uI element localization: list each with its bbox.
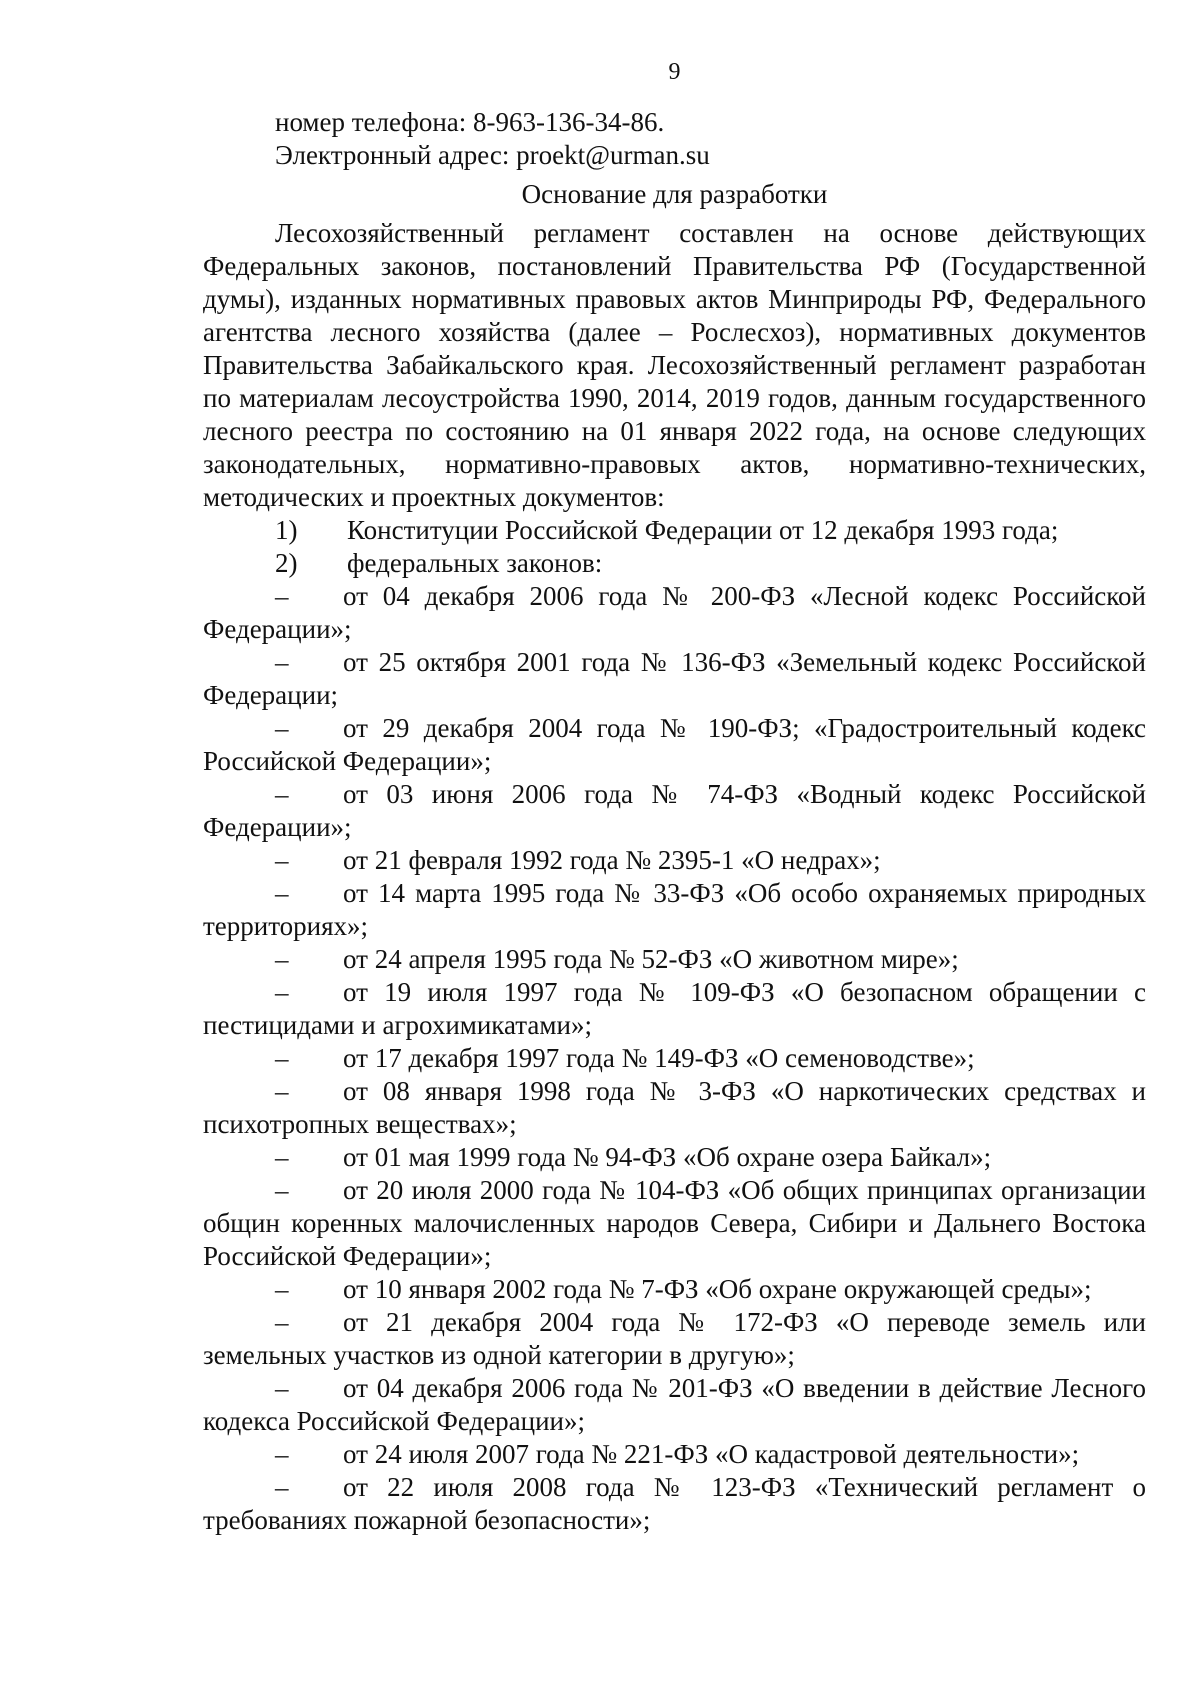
law-text: от 10 января 2002 года № 7-ФЗ «Об охране окружающей среды»; (343, 1274, 1092, 1304)
dash-bullet: – (275, 977, 289, 1007)
law-text: от 21 февраля 1992 года № 2395-1 «О недрах»; (343, 845, 881, 875)
contact-email: Электронный адрес: proekt@urman.su (275, 140, 710, 170)
contact-phone: номер телефона: 8-963-136-34-86. (275, 107, 665, 137)
laws-list (203, 580, 1146, 1537)
law-list-item (203, 976, 1146, 1042)
law-list-item (203, 1273, 1146, 1306)
law-list-item (203, 1306, 1146, 1372)
dash-bullet: – (275, 944, 289, 974)
law-list-item (203, 1471, 1146, 1537)
dash-bullet: – (275, 1076, 289, 1106)
law-text: от 14 марта 1995 года № 33-ФЗ «Об особо охраняемых природных территориях»; (203, 878, 1146, 941)
law-text: от 01 мая 1999 года № 94-ФЗ «Об охране озера Байкал»; (343, 1142, 992, 1172)
numbered-item (203, 514, 1146, 547)
law-text: от 20 июля 2000 года № 104-ФЗ «Об общих принципах организации общин коренных малочисленных народов Севера, Сибири и Дальнего Востока Российской Федерации»; (203, 1175, 1146, 1271)
dash-bullet: – (275, 647, 289, 677)
numbered-list (203, 514, 1146, 580)
dash-bullet: – (275, 1175, 289, 1205)
law-list-item (203, 844, 1146, 877)
law-text: от 24 июля 2007 года № 221-ФЗ «О кадастровой деятельности»; (343, 1439, 1080, 1469)
item-text: Конституции Российской Федерации от 12 декабря 1993 года; (347, 515, 1059, 545)
item-text: федеральных законов: (347, 548, 603, 578)
dash-bullet: – (275, 779, 289, 809)
dash-bullet: – (275, 1043, 289, 1073)
law-text: от 22 июля 2008 года № 123-ФЗ «Технический регламент о требованиях пожарной безопасности»; (203, 1472, 1146, 1535)
dash-bullet: – (275, 1142, 289, 1172)
dash-bullet: – (275, 1307, 289, 1337)
dash-bullet: – (275, 1373, 289, 1403)
law-text: от 19 июля 1997 года № 109-ФЗ «О безопасном обращении с пестицидами и агрохимикатами»; (203, 977, 1146, 1040)
law-text: от 03 июня 2006 года № 74-ФЗ «Водный кодекс Российской Федерации»; (203, 779, 1146, 842)
law-list-item (203, 1075, 1146, 1141)
law-text: от 17 декабря 1997 года № 149-ФЗ «О семеноводстве»; (343, 1043, 975, 1073)
law-list-item (203, 646, 1146, 712)
law-list-item (203, 1438, 1146, 1471)
law-list-item (203, 1372, 1146, 1438)
law-text: от 24 апреля 1995 года № 52-ФЗ «О животном мире»; (343, 944, 959, 974)
document-page (203, 58, 1146, 1537)
dash-bullet: – (275, 845, 289, 875)
dash-bullet: – (275, 878, 289, 908)
law-text: от 25 октября 2001 года № 136-ФЗ «Земельный кодекс Российской Федерации; (203, 647, 1146, 710)
item-number: 2) (275, 548, 298, 578)
dash-bullet: – (275, 713, 289, 743)
numbered-item (203, 547, 1146, 580)
law-list-item (203, 1174, 1146, 1273)
dash-bullet: – (275, 1472, 289, 1502)
law-list-item (203, 580, 1146, 646)
law-list-item (203, 712, 1146, 778)
law-text: от 29 декабря 2004 года № 190-ФЗ; «Градостроительный кодекс Российской Федерации»; (203, 713, 1146, 776)
law-text: от 21 декабря 2004 года № 172-ФЗ «О переводе земель или земельных участков из одной категории в другую»; (203, 1307, 1146, 1370)
law-list-item (203, 778, 1146, 844)
intro-paragraph: Лесохозяйственный регламент составлен на основе действующих Федеральных законов, постановлений Правительства РФ (Государственной думы), изданных нормативных правовых актов Минприроды РФ, Федерального агентства лесного хозяйства (далее – Рослесхоз), нормативных документов Правительства Забайкальского края. Лесохозяйственный регламент разработан по материалам лесоустройства 1990, 2014, 2019 годов, данным государственного лесного реестра по состоянию на 01 января 2022 года, на основе следующих законодательных, нормативно-правовых актов, нормативно-технических, методических и проектных документов: (203, 218, 1146, 512)
law-text: от 08 января 1998 года № 3-ФЗ «О наркотических средствах и психотропных веществах»; (203, 1076, 1146, 1139)
dash-bullet: – (275, 1439, 289, 1469)
law-list-item (203, 943, 1146, 976)
page-number: 9 (668, 59, 681, 85)
law-list-item (203, 1042, 1146, 1075)
dash-bullet: – (275, 1274, 289, 1304)
item-number: 1) (275, 515, 298, 545)
law-list-item (203, 1141, 1146, 1174)
law-list-item (203, 877, 1146, 943)
section-heading: Основание для разработки (521, 179, 828, 209)
law-text: от 04 декабря 2006 года № 200-ФЗ «Лесной кодекс Российской Федерации»; (203, 581, 1146, 644)
dash-bullet: – (275, 581, 289, 611)
law-text: от 04 декабря 2006 года № 201-ФЗ «О введении в действие Лесного кодекса Российской Федерации»; (203, 1373, 1146, 1436)
